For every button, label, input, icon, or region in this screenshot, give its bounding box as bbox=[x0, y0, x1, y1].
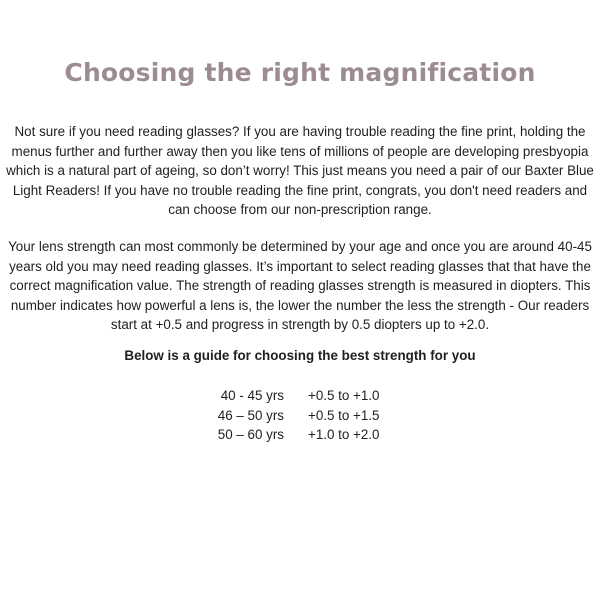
guide-row bbox=[0, 386, 600, 406]
intro-paragraph: Not sure if you need reading glasses? If you are having trouble reading the fine print, holding the menus further and further away then you like tens of millions of people are developing presbyopia which is a natural part of ageing, so don’t worry! This just means you need a pair of our Baxter Blue Light Readers! If you have no trouble reading the fine print, congrats, you don't need readers and can choose from our non-prescription range. bbox=[6, 124, 594, 217]
age-range: 46 – 50 yrs bbox=[217, 407, 284, 423]
strength-range: +0.5 to +1.0 bbox=[308, 388, 380, 403]
age-range: 40 - 45 yrs bbox=[220, 388, 284, 403]
page-title: Choosing the right magnification bbox=[64, 58, 536, 87]
strength-range: +1.0 to +2.0 bbox=[308, 427, 380, 442]
strength-guide-table bbox=[0, 386, 600, 445]
guide-heading: Below is a guide for choosing the best strength for you bbox=[124, 348, 476, 363]
guide-row bbox=[0, 406, 600, 426]
lens-strength-paragraph: Your lens strength can most commonly be determined by your age and once you are around 40-45 years old you may need reading glasses. It’s important to select reading glasses that that have the correct magnification value. The strength of reading glasses strength is measured in diopters. This number indicates how powerful a lens is, the lower the number the less the strength - Our readers start at +0.5 and progress in strength by 0.5 diopters up to +2.0. bbox=[8, 239, 592, 332]
strength-range: +0.5 to +1.5 bbox=[308, 407, 380, 423]
age-range: 50 – 60 yrs bbox=[217, 427, 284, 442]
guide-row bbox=[0, 425, 600, 445]
